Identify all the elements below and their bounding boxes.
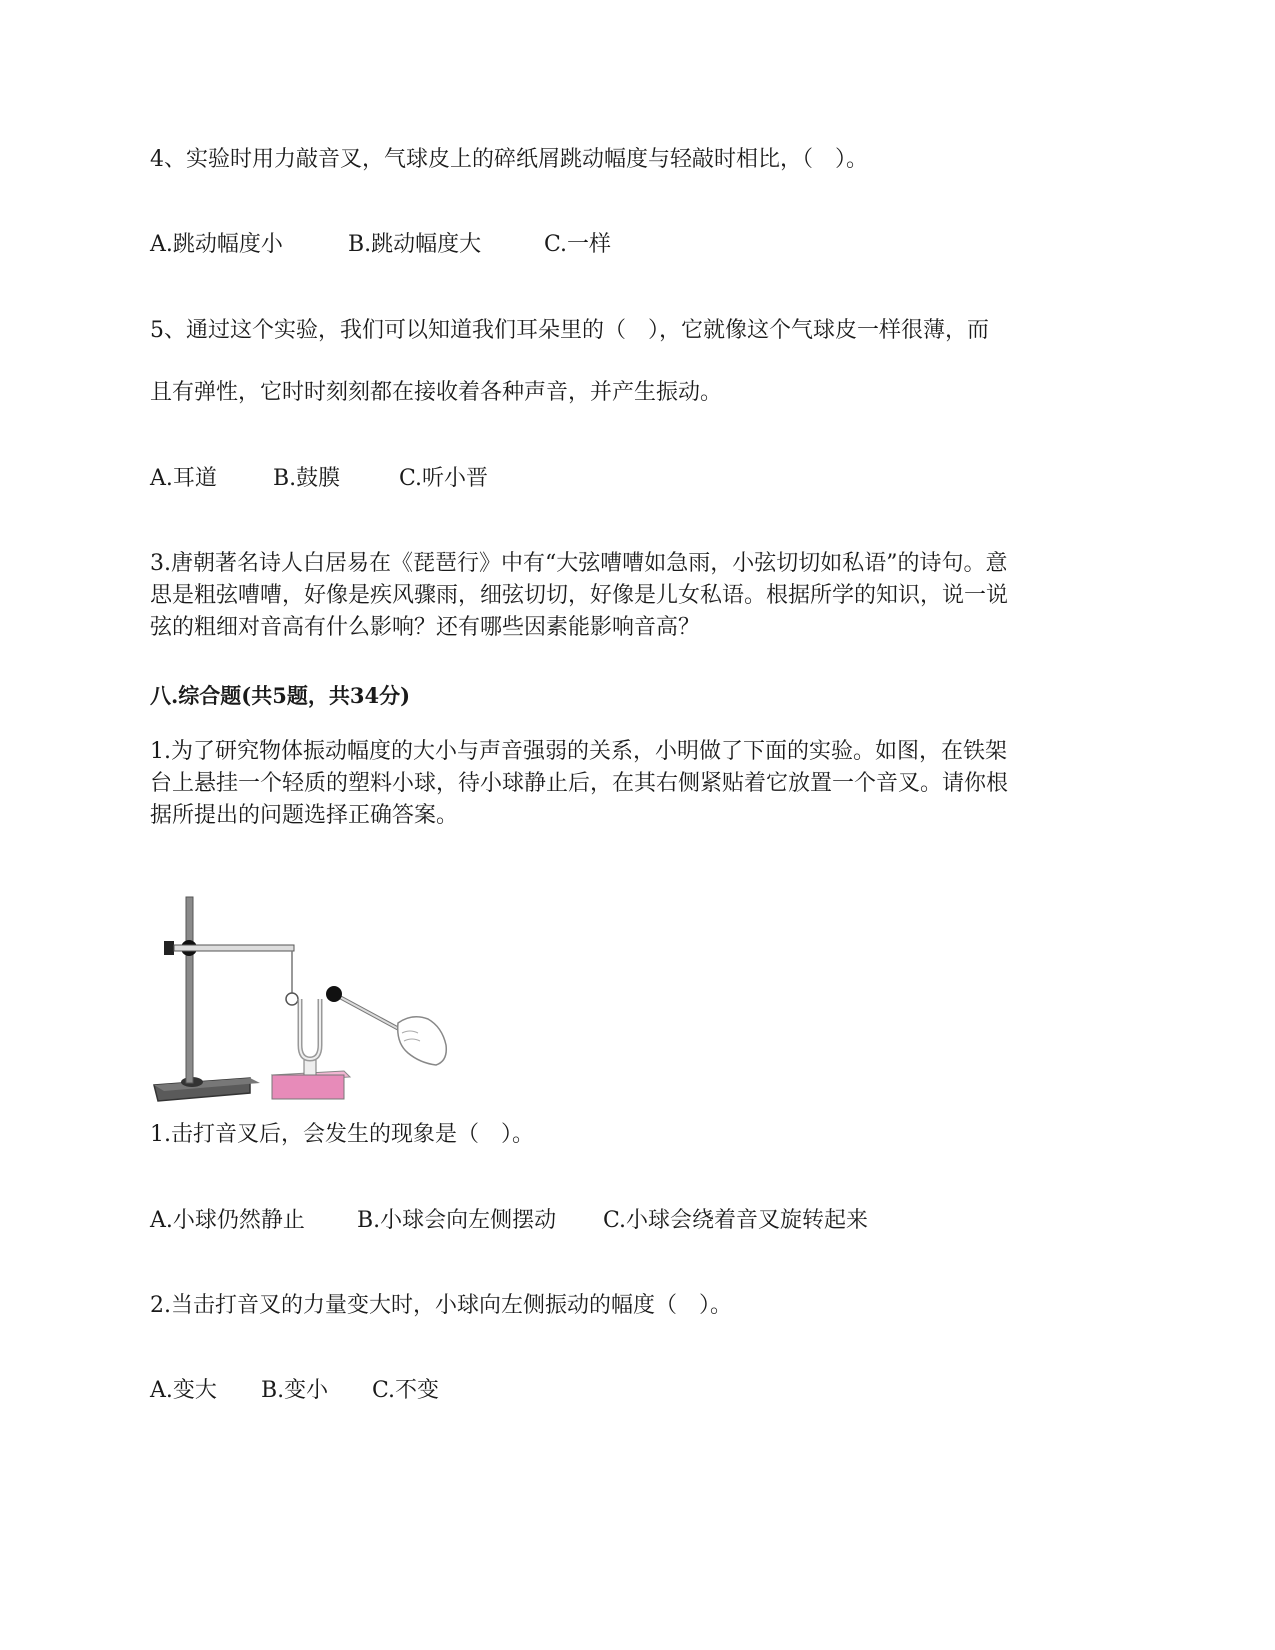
sub2-option-c[interactable]: C.不变	[372, 1378, 440, 1403]
sub2-options	[150, 1375, 439, 1407]
sub1-options	[150, 1205, 868, 1237]
s8q1-line: 据所提出的问题选择正确答案。	[150, 803, 459, 828]
sub2-option-b[interactable]: B.变小	[261, 1378, 329, 1403]
s8q1-line: 1.为了研究物体振动幅度的大小与声音强弱的关系，小明做了下面的实验。如图，在铁架	[150, 739, 1007, 764]
sub1-stem: 1.击打音叉后，会发生的现象是（ ）。	[150, 1122, 534, 1147]
q3-paragraph	[150, 548, 1130, 644]
sub2-stem: 2.当击打音叉的力量变大时，小球向左侧振动的幅度（ ）。	[150, 1293, 732, 1318]
q4-stem: 4、实验时用力敲音叉，气球皮上的碎纸屑跳动幅度与轻敲时相比，（ ）。	[150, 147, 868, 172]
sub1-option-b[interactable]: B.小球会向左侧摆动	[357, 1208, 557, 1233]
sub2-option-a[interactable]: A.变大	[150, 1378, 217, 1403]
sub1-option-c[interactable]: C.小球会绕着音叉旋转起来	[603, 1208, 869, 1233]
q5-option-b[interactable]: B.鼓膜	[273, 466, 341, 491]
q3-line: 3.唐朝著名诗人白居易在《琵琶行》中有“大弦嘈嘈如急雨，小弦切切如私语”的诗句。意	[150, 551, 1008, 576]
s8q1-paragraph	[150, 736, 1130, 832]
tuning-fork-experiment-illustration	[150, 895, 470, 1115]
q4-option-c[interactable]: C.一样	[544, 232, 612, 257]
q5-option-a[interactable]: A.耳道	[150, 466, 217, 491]
q5-stem-line1: 5、通过这个实验，我们可以知道我们耳朵里的（ ），它就像这个气球皮一样很薄，而	[150, 318, 989, 343]
q5-options	[150, 463, 488, 495]
q4-options	[150, 229, 611, 261]
q4-option-a[interactable]: A.跳动幅度小	[150, 232, 283, 257]
q3-line: 弦的粗细对音高有什么影响？还有哪些因素能影响音高？	[150, 615, 701, 640]
sub1-option-a[interactable]: A.小球仍然静止	[150, 1208, 305, 1233]
q4-option-b[interactable]: B.跳动幅度大	[348, 232, 482, 257]
q5-stem-line2: 且有弹性，它时时刻刻都在接收着各种声音，并产生振动。	[150, 380, 723, 405]
q5-option-c[interactable]: C.听小晋	[399, 466, 489, 491]
section-heading: 八.综合题(共5题，共34分)	[150, 683, 411, 708]
q3-line: 思是粗弦嘈嘈，好像是疾风骤雨，细弦切切，好像是儿女私语。根据所学的知识，说一说	[150, 583, 1009, 608]
s8q1-line: 台上悬挂一个轻质的塑料小球，待小球静止后，在其右侧紧贴着它放置一个音叉。请你根	[150, 771, 1009, 796]
